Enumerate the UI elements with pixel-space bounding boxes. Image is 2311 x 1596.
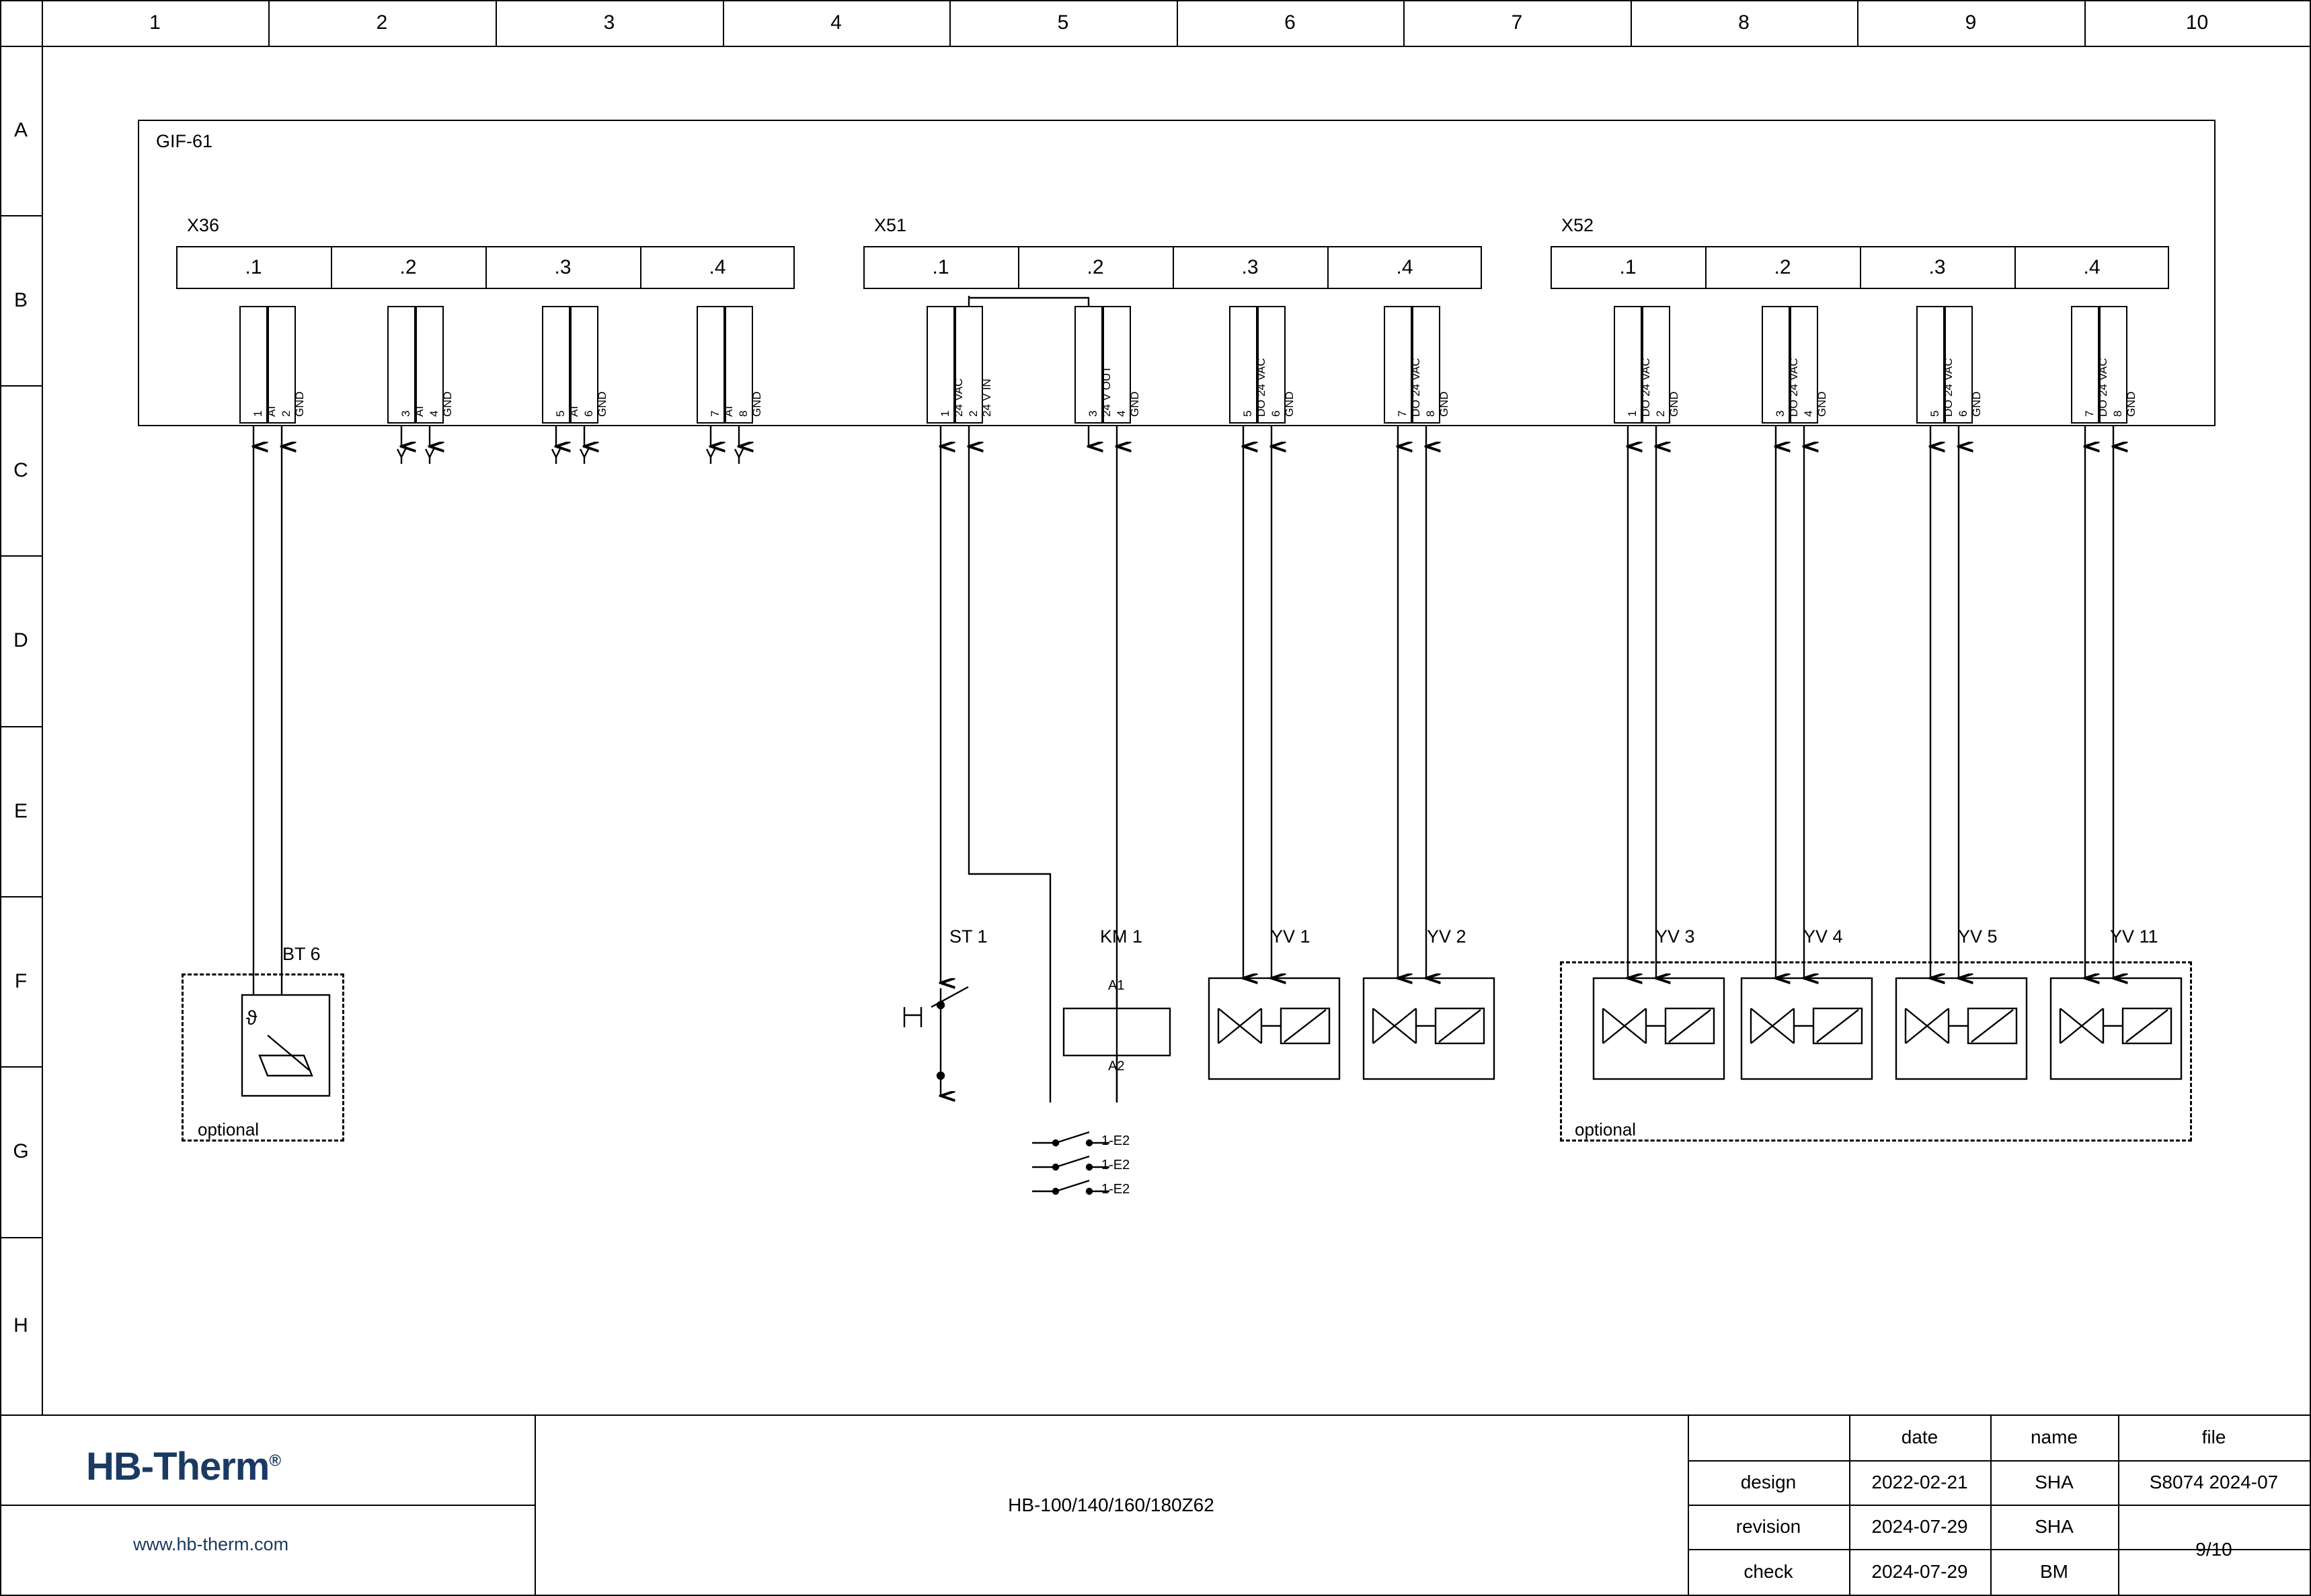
terminal-x36-5 bbox=[542, 306, 570, 424]
terminal-x52-3 bbox=[1762, 306, 1790, 424]
terminal-sig-x52-7: DO 24 VAC bbox=[2097, 358, 2109, 417]
row-header-E: E bbox=[13, 799, 28, 822]
device-tag-yv3: YV 3 bbox=[1655, 926, 1695, 947]
terminal-x52-7 bbox=[2071, 306, 2099, 424]
contact-ref-2: 1-E2 bbox=[1101, 1158, 1130, 1172]
terminal-x51-5 bbox=[1229, 306, 1257, 424]
terminal-sig-x36-7: AI bbox=[722, 405, 735, 417]
terminal-text-x36-5: 5 bbox=[554, 410, 567, 417]
tb-row-label-design: design bbox=[1740, 1472, 1797, 1492]
tb-row-name-revision: SHA bbox=[2035, 1516, 2074, 1537]
x52-group-1-label: .1 bbox=[1619, 256, 1637, 278]
terminal-text-x52-6: 6 bbox=[1957, 410, 1969, 417]
terminal-x51-3 bbox=[1074, 306, 1103, 424]
frame-rowhdr-right bbox=[42, 46, 43, 1414]
tb-row-date-revision: 2024-07-29 bbox=[1871, 1516, 1968, 1537]
device-tag-yv11: YV 11 bbox=[2110, 926, 2158, 947]
terminal-sig-x36-1: AI bbox=[265, 405, 278, 417]
device-tag-yv1: YV 1 bbox=[1271, 926, 1310, 947]
terminal-sig-x52-2: GND bbox=[1668, 391, 1680, 417]
column-header-7: 7 bbox=[1511, 11, 1523, 34]
x36-group-4-label: .4 bbox=[709, 256, 726, 278]
terminal-sig-x52-5: DO 24 VAC bbox=[1942, 358, 1955, 417]
terminal-text-x52-8: 8 bbox=[2111, 410, 2124, 417]
terminal-text-x36-4: 4 bbox=[428, 410, 440, 417]
terminal-text-x36-3: 3 bbox=[399, 410, 412, 417]
terminal-sig-x51-6: GND bbox=[1283, 391, 1296, 417]
tb-header-name: name bbox=[2030, 1427, 2078, 1447]
terminal-text-x36-2: 2 bbox=[280, 410, 292, 417]
terminal-sig-x51-1: 24 VAC bbox=[952, 378, 965, 417]
terminal-sig-x51-7: DO 24 VAC bbox=[1409, 358, 1422, 417]
terminal-text-x51-3: 3 bbox=[1087, 410, 1099, 417]
terminal-text-x52-5: 5 bbox=[1928, 410, 1941, 417]
terminal-sig-x36-4: GND bbox=[441, 391, 454, 417]
x52-group-3-label: .3 bbox=[1928, 256, 1946, 278]
connector-label-x36: X36 bbox=[187, 215, 220, 235]
terminal-text-x51-8: 8 bbox=[1424, 410, 1437, 417]
x52-group-4-label: .4 bbox=[2083, 256, 2101, 278]
terminal-sig-x52-1: DO 24 VAC bbox=[1639, 358, 1652, 417]
row-header-D: D bbox=[13, 629, 28, 651]
device-tag-km1: KM 1 bbox=[1100, 926, 1143, 947]
contact-ref-1: 1-E2 bbox=[1101, 1133, 1130, 1148]
terminal-sig-x52-8: GND bbox=[2125, 391, 2138, 417]
terminal-sig-x52-3: DO 24 VAC bbox=[1787, 358, 1800, 417]
tb-page-number: 9/10 bbox=[2195, 1539, 2232, 1560]
terminal-text-x51-5: 5 bbox=[1241, 410, 1254, 417]
terminal-sig-x51-5: DO 24 VAC bbox=[1255, 358, 1267, 417]
km1-coil-a2: A2 bbox=[1108, 1059, 1125, 1074]
tb-row-name-design: SHA bbox=[2035, 1472, 2074, 1492]
device-tag-yv5: YV 5 bbox=[1958, 926, 1998, 947]
optional-group-bt6 bbox=[182, 973, 344, 1142]
device-tag-yv4: YV 4 bbox=[1803, 926, 1843, 947]
tb-row-date-check: 2024-07-29 bbox=[1871, 1561, 1968, 1582]
tb-row-label-revision: revision bbox=[1735, 1516, 1801, 1537]
x36-group-3-label: .3 bbox=[554, 256, 572, 278]
terminal-x36-1 bbox=[239, 306, 268, 424]
terminal-text-x51-2: 2 bbox=[967, 410, 980, 417]
terminal-x51-1 bbox=[927, 306, 955, 424]
terminal-text-x36-8: 8 bbox=[737, 410, 750, 417]
terminal-sig-x36-8: GND bbox=[750, 391, 763, 417]
column-header-5: 5 bbox=[1057, 11, 1069, 34]
registered-mark: ® bbox=[269, 1451, 281, 1470]
terminal-sig-x36-6: GND bbox=[596, 391, 609, 417]
optional-label-x52: optional bbox=[1575, 1119, 1637, 1140]
terminal-text-x51-6: 6 bbox=[1269, 410, 1282, 417]
terminal-text-x51-4: 4 bbox=[1115, 410, 1128, 417]
row-header-G: G bbox=[13, 1140, 29, 1162]
x52-group-2-label: .2 bbox=[1774, 256, 1791, 278]
tb-file-value: S8074 2024-07 bbox=[2149, 1472, 2279, 1492]
km1-coil-a1: A1 bbox=[1108, 978, 1125, 993]
device-tag-st1: ST 1 bbox=[949, 926, 988, 947]
x51-group-3-label: .3 bbox=[1241, 256, 1259, 278]
tb-row-name-check: BM bbox=[2040, 1561, 2068, 1582]
column-header-2: 2 bbox=[376, 11, 388, 34]
x51-group-1-label: .1 bbox=[932, 256, 949, 278]
x51-group-2-label: .2 bbox=[1087, 256, 1104, 278]
column-header-3: 3 bbox=[603, 11, 615, 34]
terminal-text-x52-3: 3 bbox=[1774, 410, 1787, 417]
x36-group-2-label: .2 bbox=[399, 256, 417, 278]
tb-row-label-check: check bbox=[1744, 1561, 1793, 1582]
tb-header-file: file bbox=[2201, 1427, 2226, 1447]
column-header-9: 9 bbox=[1965, 11, 1977, 34]
x51-group-4-label: .4 bbox=[1396, 256, 1413, 278]
terminal-x52-1 bbox=[1614, 306, 1642, 424]
terminal-text-x51-1: 1 bbox=[939, 410, 951, 417]
terminal-text-x52-1: 1 bbox=[1626, 410, 1639, 417]
terminal-text-x51-7: 7 bbox=[1396, 410, 1409, 417]
terminal-text-x52-7: 7 bbox=[2083, 410, 2096, 417]
row-header-H: H bbox=[13, 1314, 28, 1336]
device-tag-bt6: BT 6 bbox=[282, 944, 321, 964]
terminal-text-x36-6: 6 bbox=[582, 410, 595, 417]
module-label: GIF-61 bbox=[156, 131, 213, 151]
terminal-sig-x52-6: GND bbox=[1970, 391, 1983, 417]
company-website: www.hb-therm.com bbox=[133, 1534, 289, 1554]
optional-group-x52 bbox=[1560, 961, 2192, 1142]
terminal-sig-x36-2: GND bbox=[293, 391, 306, 417]
device-tag-yv2: YV 2 bbox=[1427, 926, 1466, 947]
terminal-sig-x52-4: GND bbox=[1815, 391, 1828, 417]
drawing-title: HB-100/140/160/180Z62 bbox=[1008, 1494, 1214, 1515]
terminal-sig-x51-3: 24 V OUT bbox=[1100, 366, 1113, 417]
terminal-x36-7 bbox=[697, 306, 725, 424]
column-header-1: 1 bbox=[149, 11, 161, 34]
row-header-F: F bbox=[14, 969, 28, 992]
terminal-text-x52-4: 4 bbox=[1802, 410, 1815, 417]
theta-symbol: ϑ bbox=[246, 1007, 258, 1029]
frame-colhdr-bottom bbox=[0, 46, 2311, 47]
company-name: HB-Therm bbox=[86, 1445, 270, 1488]
terminal-sig-x36-3: AI bbox=[413, 405, 426, 417]
terminal-x36-3 bbox=[387, 306, 416, 424]
tb-hsep-logo bbox=[0, 1505, 535, 1506]
terminal-sig-x36-5: AI bbox=[567, 405, 580, 417]
optional-label-bt6: optional bbox=[198, 1119, 260, 1140]
column-header-6: 6 bbox=[1284, 11, 1296, 34]
connector-label-x51: X51 bbox=[874, 215, 907, 235]
terminal-sig-x51-2: 24 V IN bbox=[980, 378, 993, 417]
terminal-x51-7 bbox=[1384, 306, 1412, 424]
column-header-10: 10 bbox=[2185, 11, 2209, 34]
company-logo bbox=[86, 1444, 280, 1489]
terminal-sig-x51-8: GND bbox=[1438, 391, 1450, 417]
row-header-B: B bbox=[13, 288, 28, 311]
column-header-4: 4 bbox=[830, 11, 842, 34]
row-header-C: C bbox=[13, 458, 28, 481]
terminal-text-x36-7: 7 bbox=[709, 410, 721, 417]
x36-group-1-label: .1 bbox=[245, 256, 262, 278]
terminal-sig-x51-4: GND bbox=[1128, 391, 1141, 417]
row-header-A: A bbox=[13, 119, 28, 141]
column-header-8: 8 bbox=[1738, 11, 1750, 34]
contact-ref-3: 1-E2 bbox=[1101, 1182, 1130, 1197]
terminal-text-x36-1: 1 bbox=[251, 410, 264, 417]
terminal-x52-5 bbox=[1916, 306, 1945, 424]
connector-label-x52: X52 bbox=[1561, 215, 1594, 235]
terminal-text-x52-2: 2 bbox=[1654, 410, 1667, 417]
tb-row-date-design: 2022-02-21 bbox=[1871, 1472, 1968, 1492]
tb-header-date: date bbox=[1901, 1427, 1938, 1447]
